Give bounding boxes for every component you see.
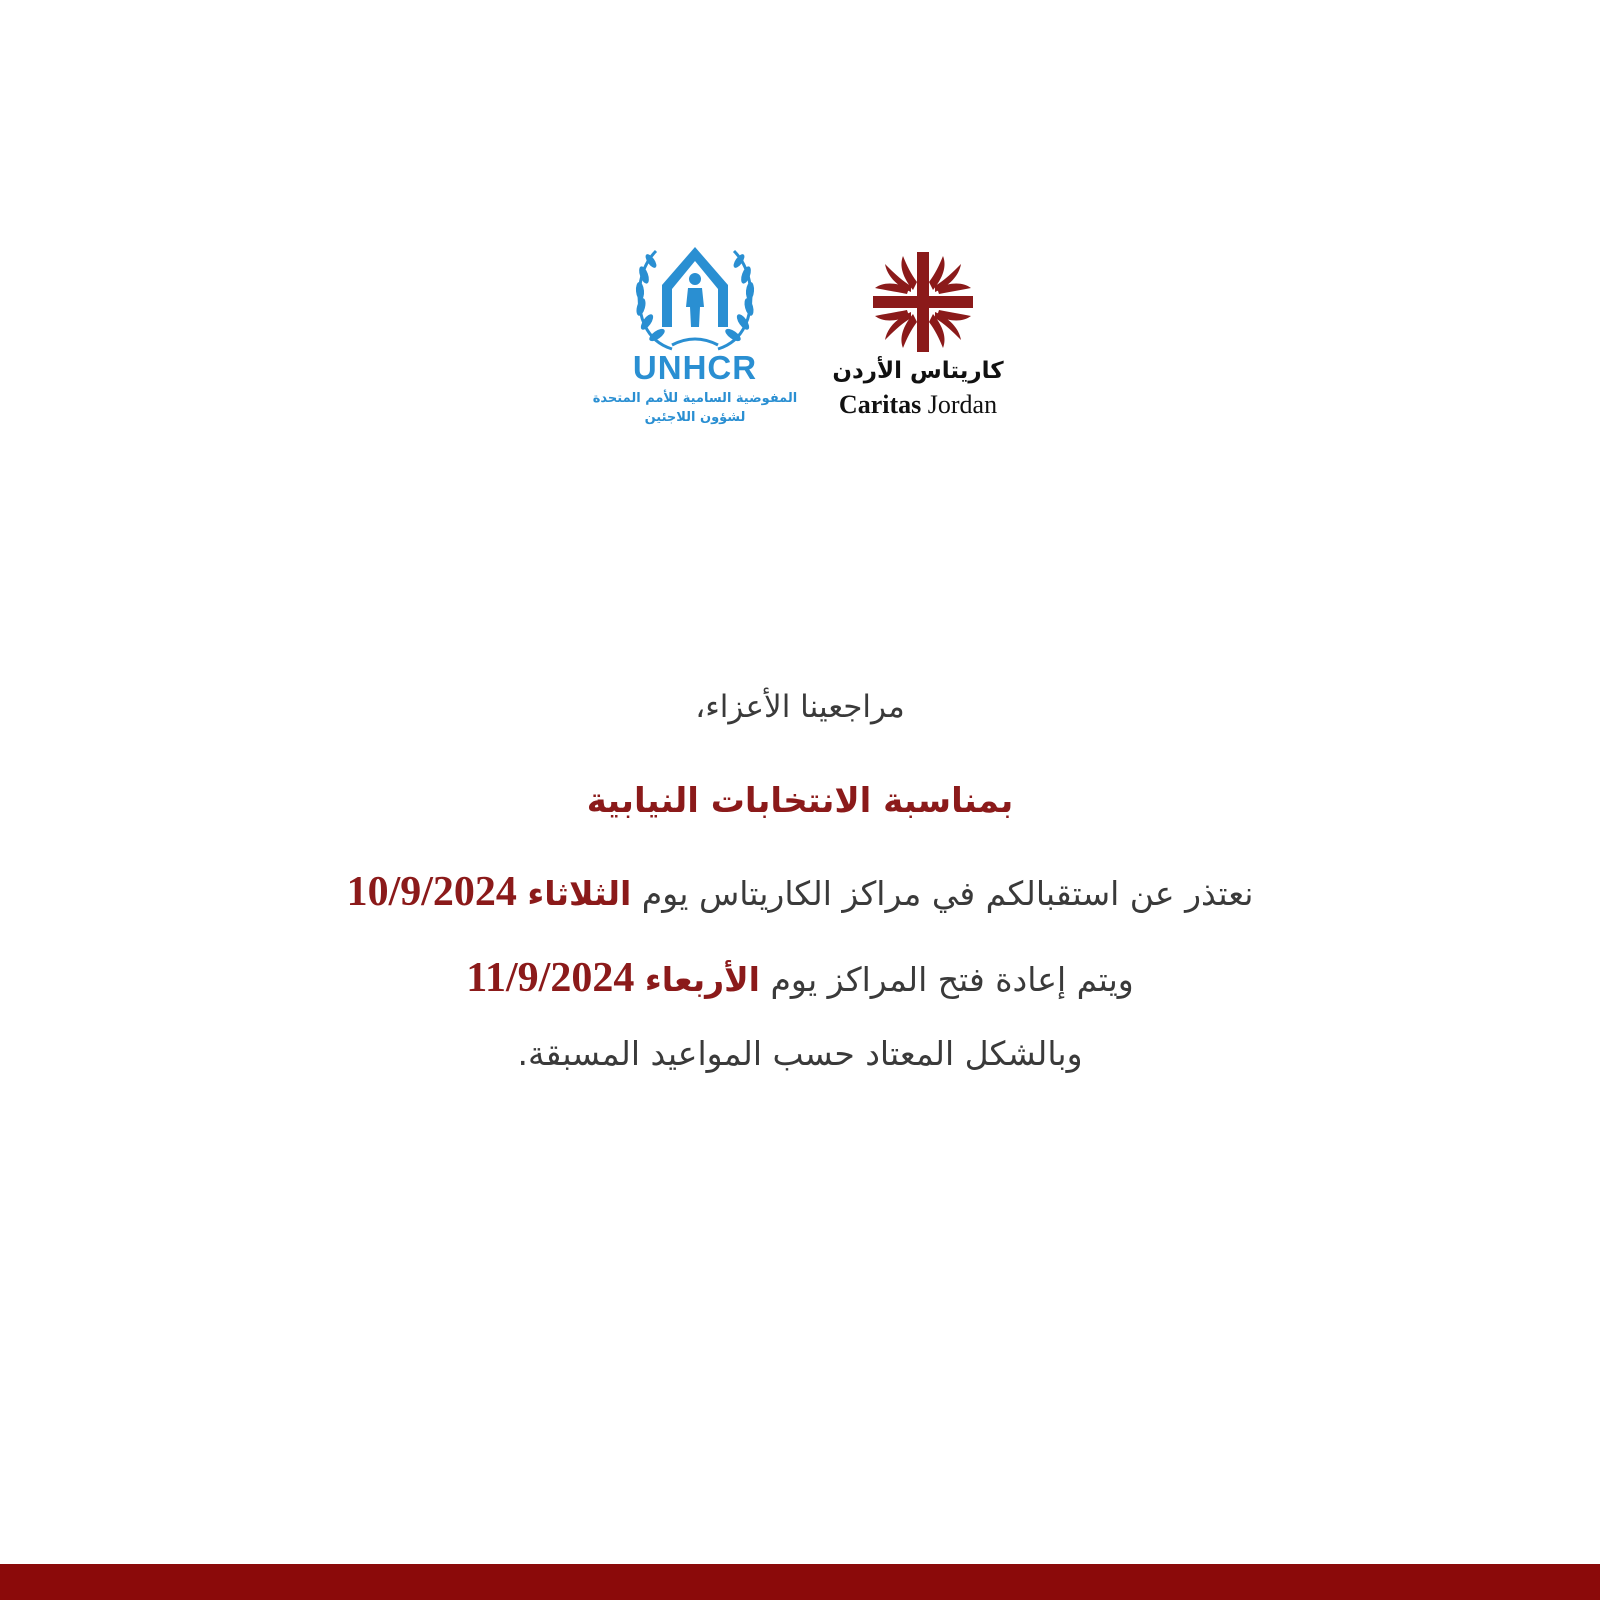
usual-schedule-line: وبالشكل المعتاد حسب المواعيد المسبقة. [517,1034,1083,1073]
caritas-cross-icon [873,252,973,352]
reopen-day: الأربعاء [644,960,760,999]
closure-date: 10/9/2024 [346,869,517,915]
greeting-line: مراجعينا الأعزاء، [695,689,905,725]
unhcr-name: UNHCR [632,349,758,386]
caritas-logo [828,252,1018,432]
unhcr-emblem-icon [632,245,758,353]
unhcr-arabic-line-1: المفوضية السامية للأمم المتحدة [592,391,798,406]
closure-day: الثلاثاء [527,874,632,913]
footer-bar [0,1564,1600,1600]
unhcr-logo [590,245,800,435]
closure-text: نعتذر عن استقبالكم في مراكز الكاريتاس يوم [641,874,1254,913]
caritas-english-bold: Caritas [838,390,922,419]
closure-line [300,864,1300,920]
announcement-message [300,682,1300,1080]
reopen-text: ويتم إعادة فتح المراكز يوم [770,960,1134,999]
caritas-english-regular: Jordan [927,390,998,419]
reopen-line [300,950,1300,1006]
caritas-arabic-name: كاريتاس الأردن [832,358,1004,384]
reopen-date: 11/9/2024 [466,955,635,1001]
unhcr-arabic-line-2: لشؤون اللاجئين [644,410,746,425]
caritas-english-name [828,390,1008,420]
occasion-heading: بمناسبة الانتخابات النيابية [586,781,1014,821]
logo-header [0,0,1600,460]
